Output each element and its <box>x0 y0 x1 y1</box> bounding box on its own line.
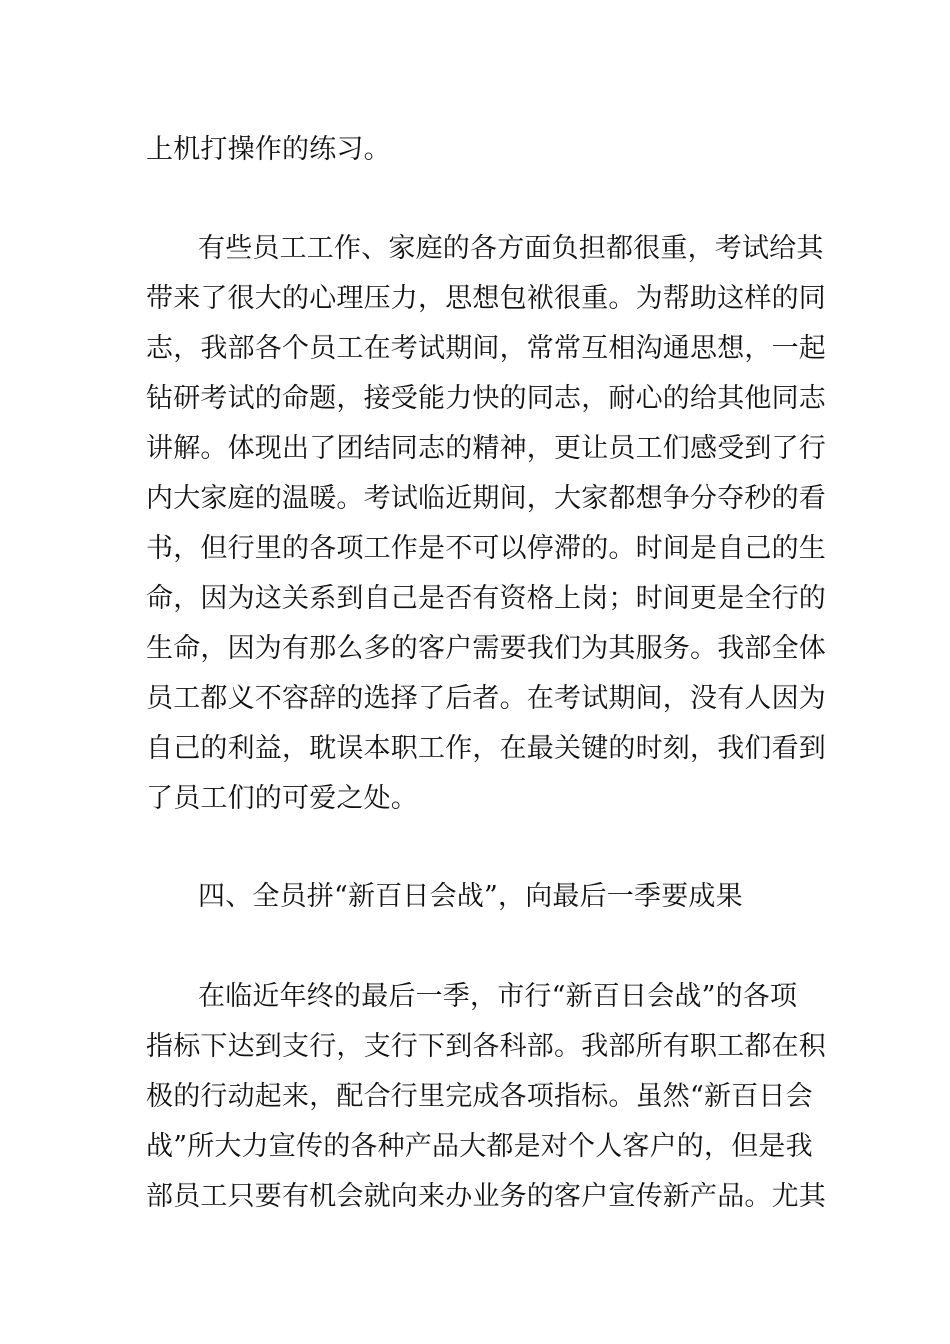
paragraph-3-line-1: 在临近年终的最后一季，市行“新百日会战”的各项 <box>198 981 798 1012</box>
paragraph-2-line-6: 内大家庭的温暖。考试临近期间，大家都想争分夺秒的看 <box>146 483 826 514</box>
paragraph-2-line-5: 讲解。体现出了团结同志的精神，更让员工们感受到了行 <box>146 433 826 464</box>
paragraph-2-line-3: 志，我部各个员工在考试期间，常常互相沟通思想，一起 <box>146 333 826 364</box>
paragraph-2-line-9: 生命，因为有那么多的客户需要我们为其服务。我部全体 <box>146 633 826 664</box>
paragraph-3-line-3: 极的行动起来，配合行里完成各项指标。虽然“新百日会 <box>146 1081 813 1112</box>
section-heading: 四、全员拼“新百日会战”，向最后一季要成果 <box>198 881 743 912</box>
paragraph-2-line-1: 有些员工工作、家庭的各方面负担都很重，考试给其 <box>198 233 824 264</box>
paragraph-2-line-7: 书，但行里的各项工作是不可以停滞的。时间是自己的生 <box>146 533 826 564</box>
paragraph-2-line-11: 自己的利益，耽误本职工作，在最关键的时刻，我们看到 <box>146 733 826 764</box>
paragraph-2-line-10: 员工都义不容辞的选择了后者。在考试期间，没有人因为 <box>146 683 826 714</box>
paragraph-2-line-4: 钻研考试的命题，接受能力快的同志，耐心的给其他同志 <box>146 383 826 414</box>
paragraph-2-line-2: 带来了很大的心理压力，思想包袱很重。为帮助这样的同 <box>146 283 826 314</box>
paragraph-2-line-8: 命，因为这关系到自己是否有资格上岗；时间更是全行的 <box>146 583 826 614</box>
paragraph-3-line-5: 部员工只要有机会就向来办业务的客户宣传新产品。尤其 <box>146 1181 826 1212</box>
paragraph-3-line-2: 指标下达到支行，支行下到各科部。我部所有职工都在积 <box>146 1031 826 1062</box>
paragraph-2-line-12: 了员工们的可爱之处。 <box>146 783 418 814</box>
paragraph-1-line-1: 上机打操作的练习。 <box>146 134 391 165</box>
paragraph-3-line-4: 战”所大力宣传的各种产品大都是对个人客户的，但是我 <box>146 1131 813 1162</box>
